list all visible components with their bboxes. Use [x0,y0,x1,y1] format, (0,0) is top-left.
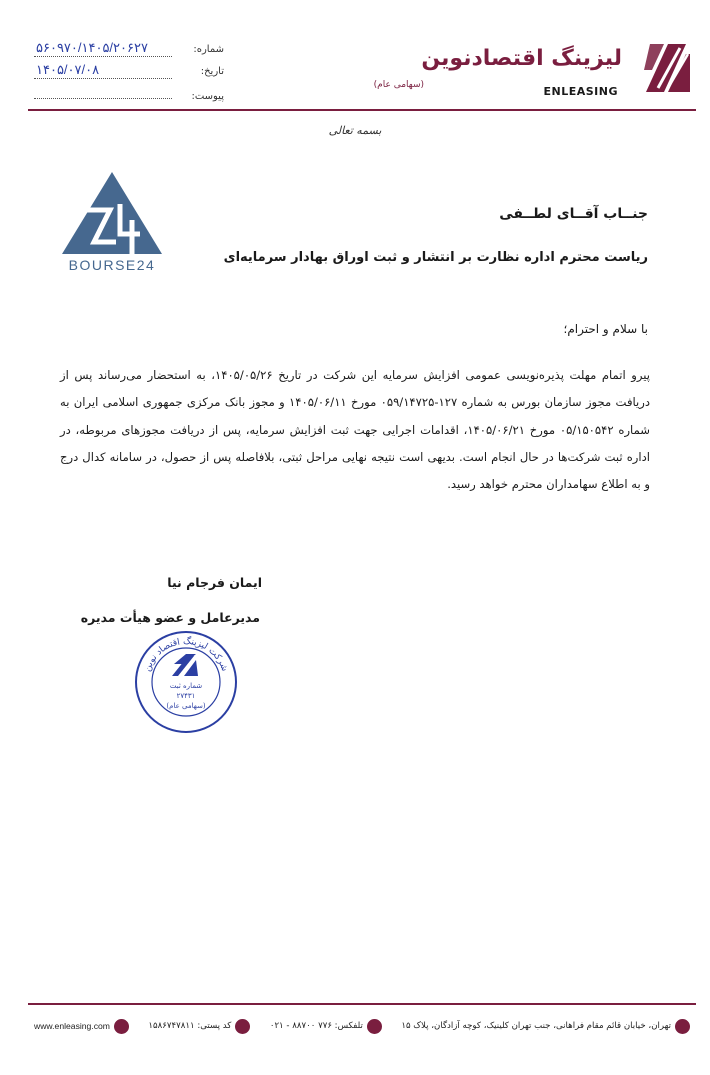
company-type: (سهامی عام) [373,80,424,90]
footer-address [401,1019,690,1034]
ref-attachment-row [34,84,224,106]
company-seal [132,628,240,736]
ref-number-label: شماره: [193,44,224,55]
reference-block [34,40,224,106]
signer-role: مدیرعامل و عضو هیأت مدیره [80,610,260,625]
web-icon [114,1019,129,1034]
company-latin-name: ENLEASING [543,85,618,98]
addressee-name: جنــاب آقــای لطــفی [499,206,648,222]
bourse24-logo-text: BOURSE24 [68,257,156,273]
greeting: با سلام و احترام؛ [563,322,648,336]
footer-postal-text: کد پستی: ۱۵۸۶۷۴۷۸۱۱ [148,1021,232,1031]
postal-icon [235,1019,250,1034]
ref-number-row [34,40,224,62]
letter-body: پیرو اتمام مهلت پذیره‌نویسی عمومی افزایش سرمایه این شرکت در تاریخ ۱۴۰۵/۰۵/۲۶، به استحضار می‌رساند پس از دریافت مجوز سازمان بورس به شماره ۱۲۷-۰۵۹/۱۴۷۲۵ مورخ ۱۴۰۵/۰۶/۱۱ و مجوز بانک مرکزی جمهوری اسلامی ایران به شماره ۰۵/۱۵۰۵۴۲ مورخ ۱۴۰۵/۰۶/۲۱، اقدامات اجرایی جهت ثبت افزایش سرمایه، پس از دریافت مجوزهای مربوطه، در اداره ثبت شرکت‌ها در حال انجام است. بدیهی است نتیجه نهایی مراحل ثبتی، بلافاصله پس از حصول، در سامانه کدال درج و به اطلاع سهامداران محترم خواهد رسید. [60,368,651,492]
ref-attachment-value [34,84,172,99]
enleasing-logo-icon [638,40,694,96]
header-divider [28,109,696,111]
seal-reg-label: شماره ثبت [169,682,203,690]
ref-number-value: ۵۶۰۹۷۰/۱۴۰۵/۲۰۶۲۷ [34,40,172,57]
footer-divider [28,1003,696,1005]
footer-website-text[interactable]: www.enleasing.com [34,1021,110,1031]
ref-attachment-label: پیوست: [191,91,224,102]
seal-reg-number: ۲۷۴۳۱ [176,692,196,700]
phone-icon [367,1019,382,1034]
company-name: لیزینگ اقتصادنوین [421,46,622,71]
addressee-title: ریاست محترم اداره نظارت بر انتشار و ثبت اوراق بهادار سرمایه‌ای [223,250,648,265]
seal-company-type: (سهامی عام) [166,702,206,710]
location-icon [675,1019,690,1034]
signer-name: ایمان فرجام نیا [167,575,262,590]
ref-date-value: ۱۴۰۵/۰۷/۰۸ [34,62,172,79]
footer-postal [148,1019,250,1034]
ref-date-row [34,62,224,84]
bismillah: بسمه تعالی [328,124,382,137]
seal-ring-text: شرکت لیزینگ اقتصاد نوین [142,636,230,673]
footer-website[interactable] [34,1019,129,1034]
ref-date-label: تاریخ: [200,66,224,77]
footer [34,1014,690,1038]
footer-phone [270,1019,382,1034]
footer-phone-text: تلفکس: ۷۷۶ ۸۸۷۰۰ - ۰۲۱ [269,1021,363,1031]
footer-address-text: تهران، خیابان قائم مقام فراهانی، جنب تهران کلینیک، کوچه آزادگان، پلاک ۱۵ [401,1021,671,1031]
